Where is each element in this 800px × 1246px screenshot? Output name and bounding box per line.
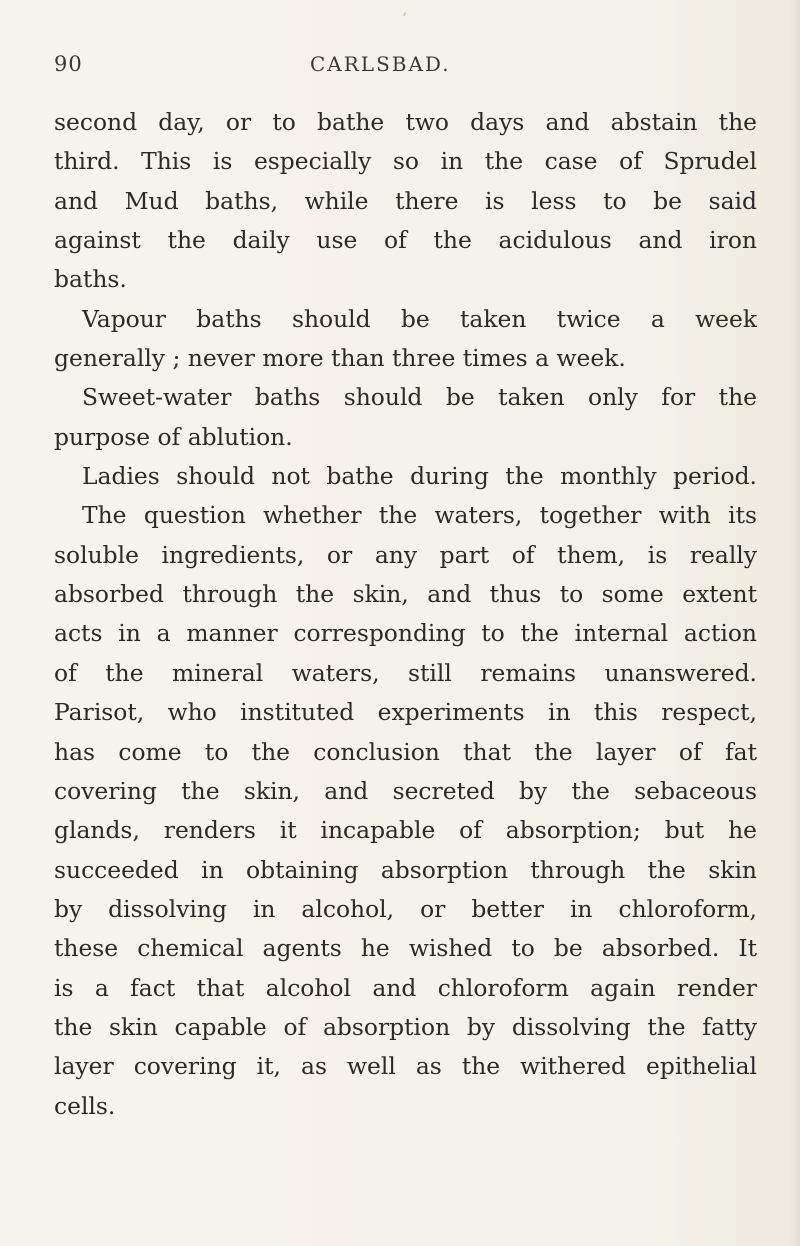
page-header <box>54 50 757 90</box>
text-line: generally ; never more than three times a week. <box>54 344 626 373</box>
page-edge-shadow <box>788 0 800 1246</box>
text-line: succeeded in obtaining absorption through the skin <box>54 855 757 884</box>
text-line: Sweet-water baths should be taken only for the <box>82 383 757 412</box>
text-line: Ladies should not bathe during the monthly period. <box>82 462 757 491</box>
text-line: of the mineral waters, still remains unanswered. <box>54 658 757 687</box>
body-text <box>54 103 757 1126</box>
text-line: against the daily use of the acidulous and iron <box>54 226 757 255</box>
text-line: cells. <box>54 1091 116 1120</box>
text-line: by dissolving in alcohol, or better in chloroform, <box>54 894 757 923</box>
text-line: absorbed through the skin, and thus to some extent <box>54 580 757 609</box>
text-line: is a fact that alcohol and chloroform again render <box>54 973 757 1002</box>
text-line: acts in a manner corresponding to the internal action <box>54 619 757 648</box>
page-number: 90 <box>54 52 83 76</box>
text-line: layer covering it, as well as the withered epithelial <box>54 1052 757 1081</box>
text-line: baths. <box>54 265 127 294</box>
text-line: second day, or to bathe two days and abstain the <box>54 108 757 136</box>
text-line: glands, renders it incapable of absorption; but he <box>54 816 757 845</box>
text-line: has come to the conclusion that the layer of fat <box>54 737 757 766</box>
text-line: The question whether the waters, together with its <box>82 501 757 530</box>
text-line: covering the skin, and secreted by the sebaceous <box>54 776 757 805</box>
text-line: Parisot, who instituted experiments in this respect, <box>54 698 757 727</box>
text-line: the skin capable of absorption by dissolving the fatty <box>54 1012 757 1041</box>
text-line: soluble ingredients, or any part of them, is really <box>54 540 757 569</box>
pencil-mark: ʼ <box>402 11 407 27</box>
text-line: third. This is especially so in the case of Sprudel <box>54 147 757 176</box>
text-line: these chemical agents he wished to be absorbed. It <box>54 934 757 963</box>
text-line: Vapour baths should be taken twice a week <box>82 304 757 333</box>
text-line: purpose of ablution. <box>54 422 293 451</box>
text-line: and Mud baths, while there is less to be said <box>54 186 757 215</box>
running-title: CARLSBAD. <box>310 52 451 76</box>
